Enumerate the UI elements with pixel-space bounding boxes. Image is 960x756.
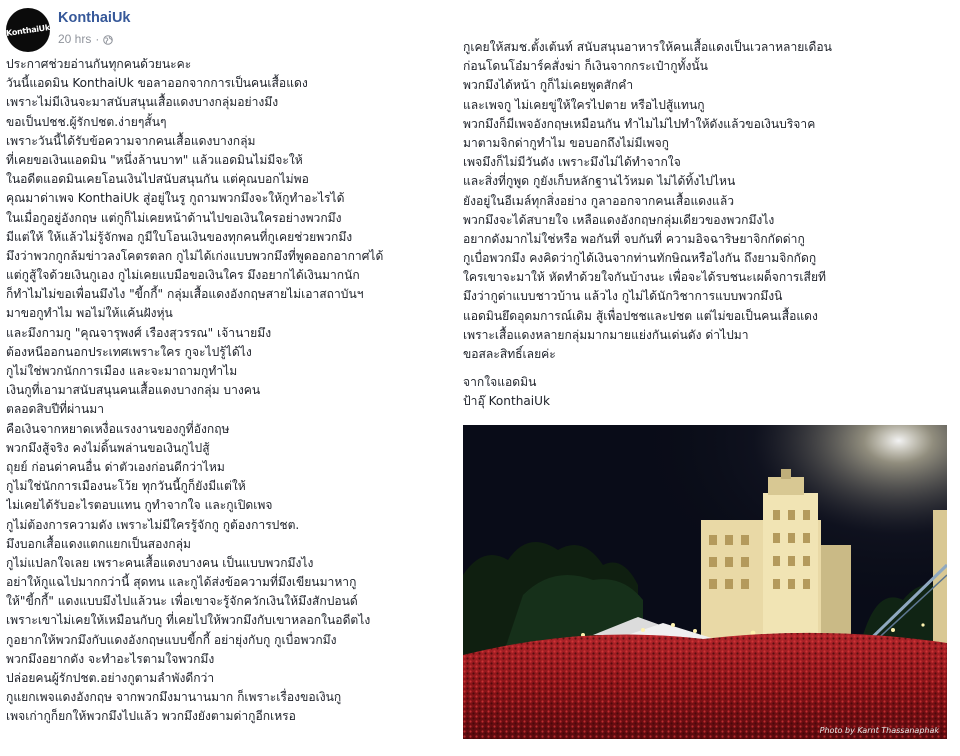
post-text-line: ประกาศช่วยอ่านกันทุกคนด้วยนะคะ <box>6 57 192 71</box>
post-text-line: เพราะวันนี้ได้รับข้อความจากคนเสื้อแดงบางกลุ่ม <box>6 133 256 148</box>
photo-credit: Photo by Karnt Thassanaphak <box>819 726 939 735</box>
post-text-line: เงินกูที่เอามาสนับสนุนคนเสื้อแดงบางกลุ่ม บางคน <box>6 383 261 398</box>
post-text-line: พวกมึงอยากดัง จะทำอะไรตามใจพวกมึง <box>6 651 215 666</box>
post-text-line: กูไม่แปลกใจเลย เพราะคนเสื้อแดงบางคน เป็นแบบพวกมึงไง <box>6 555 314 570</box>
post-text-line: แอดมินยึดอุดมการณ์เดิม สู้เพื่อปชชและปชต แต่ไม่ขอเป็นคนเสื้อแดง <box>463 308 818 323</box>
post-text-line: พวกมึงได้หน้า กูก็ไม่เคยพูดสักคำ <box>463 78 634 93</box>
post-timestamp[interactable]: 20 hrs <box>58 32 92 46</box>
post-text-line: จากใจแอดมิน <box>463 375 537 390</box>
post-text-line: ก่อนโดนโอ๋มาร์คสั่งฆ่า ก็เงินจากกระเป๋ากูทั้งนั้น <box>463 59 708 74</box>
post-text-line: อยากดังมากไม่ใช่หรือ พอกันที่ จบกันที่ ความอิจฉาริษยาจิกกัดด่ากู <box>463 231 805 246</box>
post-text-line: แต่กูสู้ใจด้วยเงินกูเอง กูไม่เคยแบมือขอเงินใคร มึงอยากได้เงินมากนัก <box>6 268 360 283</box>
post-meta <box>58 32 113 46</box>
post-text-line: กูไม่ใช่นักการเมืองนะโว้ย ทุกวันนี้กูก็ยังมีแต่ให้ <box>6 479 246 494</box>
post-text-line: เพจมึงก็ไม่มีวันดัง เพราะมึงไม่ได้ทำจากใจ <box>463 155 681 170</box>
post-text-line: และเพจกู ไม่เคยขู่ให้ใครไปตาย หรือไปสู้แทนกู <box>463 97 705 112</box>
post-text-line: ใครเขาจะมาให้ หัดทำด้วยใจกันบ้างนะ เพื่อจะได้รบชนะเผด็จการเสียที <box>463 270 827 285</box>
post-text-line: เพราะเสื้อแดงหลายกลุ่มมากมายแย่งกันเด่นดัง ด่าไปมา <box>463 327 749 342</box>
post-text-line: มาขอกูทำไม พอไม่ให้แค้นฝังหุ่น <box>6 306 173 321</box>
post-text-line: ยังอยู่ในอีเมล์ทุกสิ่งอย่าง กูลาออกจากคนเสื้อแดงแล้ว <box>463 193 735 208</box>
post-text-line: เพราะไม่มีเงินจะมาสนับสนุนเสื้อแดงบางกลุ่มอย่างมึง <box>6 95 279 110</box>
post-text-line: ป้าอุ๊ KonthaiUk <box>463 394 551 409</box>
post-text-line: ต้องหนีออกนอกประเทศเพราะใคร กูจะไปรู้ได้ไง <box>6 344 252 359</box>
post-text-right-column <box>463 38 953 412</box>
post-text-line: คือเงินจากหยาดเหงื่อแรงงานของกูที่อังกฤษ <box>6 421 230 436</box>
post-photo[interactable] <box>463 425 947 739</box>
post-text-line: มีแต่ให้ ให้แล้วไม่รู้จักพอ กูมีใบโอนเงินของทุกคนที่กูเคยช่วยพวกมึง <box>6 229 353 244</box>
post-text-line: พวกมึงจะได้สบายใจ เหลือแดงอังกฤษกลุ่มเดียวของพวกมึงไง <box>463 212 775 227</box>
post-text-line: ให้"ขี้กกี้" แดงแบบมึงไปแล้วนะ เพื่อเขาจะรู้จักควักเงินให้มึงสักปอนด์ <box>6 594 358 609</box>
post-text-line: มึงว่าพวกกูกล้มข่าวลงโคตรตลก กูไม่ได้เก่งแบบพวกมึงที่พูดออกอากาศได้ <box>6 248 384 263</box>
post-text-line: กูเคยให้สมช.ตั้งเต้นท์ สนับสนุนอาหารให้คนเสื้อแดงเป็นเวลาหลายเดือน <box>463 40 832 54</box>
page-name-link[interactable]: KonthaiUk <box>58 10 131 26</box>
post-text-line: กูไม่ต้องการความดัง เพราะไม่มีใครรู้จักกู กูต้องการปชต. <box>6 517 300 532</box>
post-text-line: และมึงกามกู "คุณจารุพงศ์ เรืองสุวรรณ" เจ้านายมึง <box>6 325 272 340</box>
post-text-line: ก็ทำไมไม่ขอเพื่อนมึงไง "ขี้กกี้" กลุ่มเสื้อแดงอังกฤษสายไม่เอาสถาบันฯ <box>6 287 364 302</box>
post-text-line: และสิ่งที่กูพูด กูยังเก็บหลักฐานไว้หมด ไม่ได้ทิ้งไปไหน <box>463 174 736 189</box>
post-text-line: ขอสละสิทธิ์เลยค่ะ <box>463 347 556 361</box>
post-text-line: วันนี้แอดมิน KonthaiUk ขอลาออกจากการเป็นคนเสื้อแดง <box>6 76 308 91</box>
globe-icon[interactable] <box>103 34 113 44</box>
post-text-line: กูเบื่อพวกมึง คงคิดว่ากูได้เงินจากท่านทักษิณหรือไงกัน ถึงยามจิกกัดกู <box>463 251 817 266</box>
post-text-line: ถุยย์ ก่อนด่าคนอื่น ด่าตัวเองก่อนดีกว่าไหม <box>6 459 225 474</box>
post-text-line: พวกมึงสู้จริง คงไม่ดิ้นพล่านขอเงินกูไปสู้ <box>6 440 210 455</box>
post-text-line: เพราะเขาไม่เคยให้เหมือนกับกู ที่เคยไปให้พวกมึงกับเขาหลอกในอดีตไง <box>6 613 371 628</box>
post-text-line: ในอดีตแอดมินเคยโอนเงินไปสนับสนุนกัน แต่คุณบอกไม่พอ <box>6 172 309 187</box>
avatar-logo-text: KonthaiUk <box>6 22 50 38</box>
post-text-line: มาตามจิกด่ากูทำไม ขอบอกถึงไม่มีเพจกู <box>463 135 669 150</box>
post-text-line <box>463 364 953 373</box>
post-text-line: พวกมึงก็มีเพจอังกฤษเหมือนกัน ทำไมไม่ไปทำให้ดังแล้วขอเงินบริจาค <box>463 116 816 131</box>
post-text-line: มึงบอกเสื้อแดงแตกแยกเป็นสองกลุ่ม <box>6 536 191 551</box>
meta-separator: · <box>95 32 100 46</box>
post-text-line: ขอเป็นปชช.ผู้รักปชต.ง่ายๆสั้นๆ <box>6 114 167 129</box>
post-text-line: กูอยากให้พวกมึงกับแดงอังกฤษแบบขี้กกี้ อย่ายุ่งกับกู กูเบื่อพวกมึง <box>6 632 337 647</box>
post-text-left-column <box>6 55 446 727</box>
post-text-line: ปล่อยคนผู้รักปชต.อย่างกูตามลำพังดีกว่า <box>6 671 215 685</box>
post-text-line: กูแยกเพจแดงอังกฤษ จากพวกมึงมานานมาก ก็เพราะเรื่องขอเงินกู <box>6 690 342 705</box>
post-text-line: เพจเก่ากูก็ยกให้พวกมึงไปแล้ว พวกมึงยังตามด่ากูอีกเหรอ <box>6 709 296 724</box>
post-text-line: กูไม่ใช่พวกนักการเมือง และจะมาถามกูทำไม <box>6 364 238 378</box>
post-text-line: มึงว่ากูด่าแบบชาวบ้าน แล้วไง กูไม่ได้นักวิชาการแบบพวกมึงนิ <box>463 289 783 304</box>
post-text-line: คุณมาด่าเพจ KonthaiUk สู่อยู่ในรู กูถามพวกมึงจะให้กูทำอะไรได้ <box>6 191 345 206</box>
post-text-line: ตลอดสิบปีที่ผ่านมา <box>6 402 104 417</box>
avatar[interactable] <box>6 8 50 52</box>
post-text-line: ไม่เคยได้รับอะไรตอบแทน กูทำจากใจ และกูเปิดเพจ <box>6 498 273 513</box>
post-text-line: ที่เคยขอเงินแอดมิน "หนึ่งล้านบาท" แล้วแอดมินไม่มีจะให้ <box>6 152 303 167</box>
post-text-line: อย่าให้กูแฉไปมากกว่านี้ สุดทน และกูได้ส่งข้อความที่มึงเขียนมาหากู <box>6 575 357 590</box>
post-text-line: ในเมื่อกูอยู่อังกฤษ แต่กูก็ไม่เคยหน้าด้านไปขอเงินใครอย่างพวกมึง <box>6 210 342 225</box>
